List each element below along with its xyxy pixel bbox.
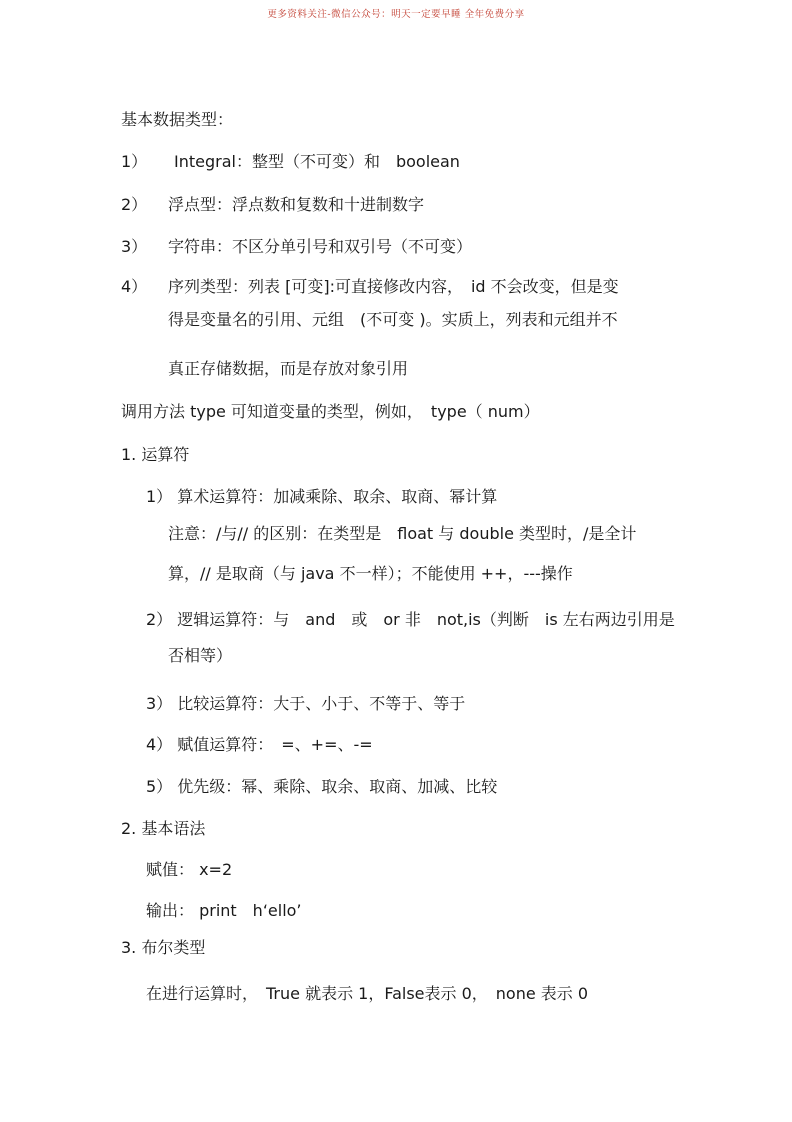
page-header-promo: 更多资料关注-微信公众号：明天一定要早睡 全年免费分享 [267, 9, 525, 20]
operator-arithmetic-note-line1: 注意：/与// 的区别：在类型是 float 与 double 类型时，/是全计 [168, 524, 637, 543]
list-item-sequence-line1: 序列类型：列表 [可变]:可直接修改内容， id 不会改变，但是变 [168, 277, 619, 296]
list-item-sequence-line3: 真正存储数据，而是存放对象引用 [168, 359, 409, 378]
list-num-4: 4） [121, 277, 148, 296]
list-item-sequence-line2: 得是变量名的引用、元组 (不可变 )。实质上，列表和元组并不 [168, 310, 618, 329]
list-item-float: 浮点型：浮点数和复数和十进制数字 [168, 195, 425, 214]
syntax-output: 输出： print h‘ello’ [146, 901, 302, 920]
list-num-3: 3） [121, 237, 148, 256]
operator-arithmetic-note-line2: 算，// 是取商（与 java 不一样）；不能使用 ++，---操作 [168, 564, 573, 583]
list-num-1: 1） [121, 152, 148, 171]
boolean-description: 在进行运算时， True 就表示 1，False表示 0， none 表示 0 [146, 984, 589, 1003]
section-syntax-heading: 2. 基本语法 [121, 819, 206, 838]
heading-basic-types: 基本数据类型： [121, 110, 234, 129]
operator-logical-line1: 2） 逻辑运算符：与 and 或 or 非 not,is（判断 is 左右两边引用是 [146, 610, 675, 629]
syntax-assignment: 赋值： x=2 [146, 860, 233, 879]
operator-precedence: 5） 优先级：幂、乘除、取余、取商、加减、比较 [146, 777, 498, 796]
list-item-integral: Integral：整型（不可变）和 boolean [174, 152, 460, 171]
operator-arithmetic: 1） 算术运算符：加减乘除、取余、取商、幂计算 [146, 487, 498, 506]
list-num-2: 2） [121, 195, 148, 214]
type-method-text: 调用方法 type 可知道变量的类型，例如， type（ num） [121, 402, 540, 421]
section-boolean-heading: 3. 布尔类型 [121, 938, 206, 957]
operator-logical-line2: 否相等） [168, 646, 233, 665]
operator-assignment: 4） 赋值运算符： =、+=、-= [146, 735, 373, 754]
operator-comparison: 3） 比较运算符：大于、小于、不等于、等于 [146, 694, 466, 713]
list-item-string: 字符串：不区分单引号和双引号（不可变） [168, 237, 473, 256]
section-operators-heading: 1. 运算符 [121, 445, 190, 464]
